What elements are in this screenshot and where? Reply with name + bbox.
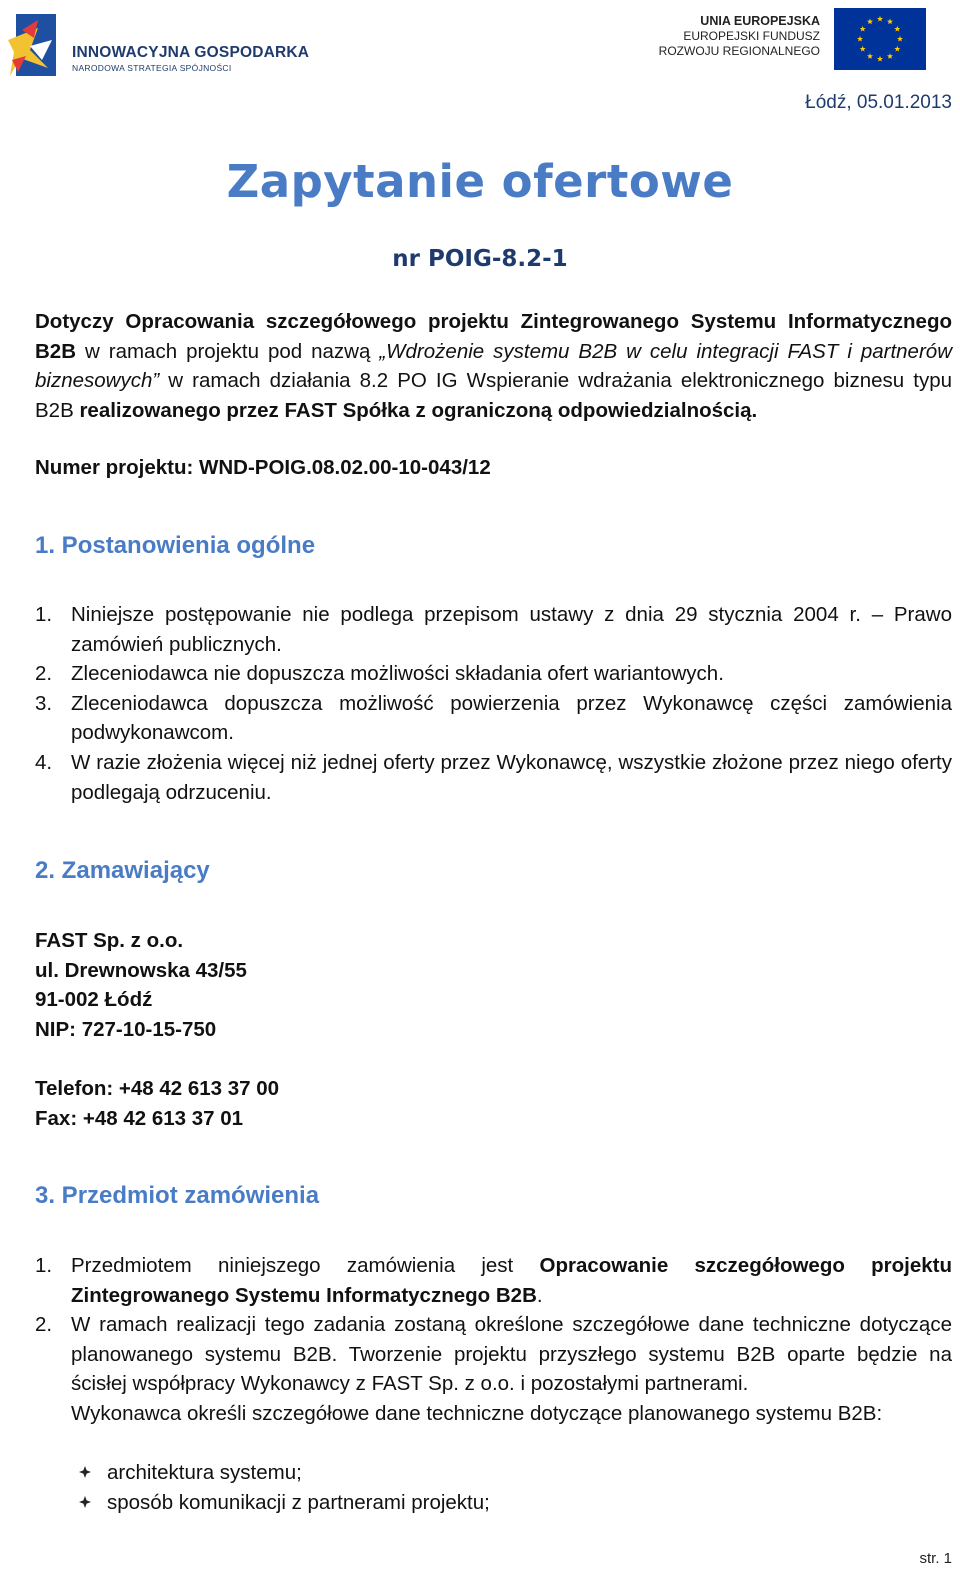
document-number: nr POIG-8.2-1 [392,246,568,272]
company-city: 91-002 Łódź [35,988,153,1012]
intro-project-name: „Wdrożenie systemu B2B w celu integracji FAST i partnerów biznesowych” [35,339,952,393]
left-logo-subtitle: NARODOWA STRATEGIA SPÓJNOŚCI [72,63,232,73]
eu-logo-text [659,14,820,59]
list-item: architektura systemu; [35,1458,952,1488]
subject-of-order-list [35,1251,952,1429]
eu-logo [656,8,926,70]
left-logo-name: INNOWACYJNA GOSPODARKA [72,44,310,61]
technical-data-intro: Wykonawca określi szczegółowe dane techniczne dotyczące planowanego systemu B2B: [71,1401,883,1425]
section-heading-general-provisions: 1. Postanowienia ogólne [35,532,316,559]
list-item: 1. Niniejsze postępowanie nie podlega przepisom ustawy z dnia 29 stycznia 2004 r. – Prawo zamówień publicznych. [35,603,952,656]
intro-text-2: w ramach działania 8.2 PO IG Wspieranie wdrażania elektronicznego biznesu typu B2B [35,369,952,422]
page-number: str. 1 [919,1550,952,1567]
list-item: 3. Zleceniodawca dopuszcza możliwość powierzenia przez Wykonawcę części zamówienia podwykonawcom. [35,691,952,745]
list-item: sposób komunikacji z partnerami projektu; [35,1488,952,1518]
innovation-star-logo-icon [8,10,60,80]
project-number: Numer projektu: WND-POIG.08.02.00-10-043/12 [35,456,491,479]
ordering-party-address [35,926,952,1044]
section-heading-subject-of-order: 3. Przedmiot zamówienia [35,1182,320,1209]
eu-logo-line1: UNIA EUROPEJSKA [700,14,820,28]
section-heading-ordering-party: 2. Zamawiający [35,857,210,884]
eu-logo-line3: ROZWOJU REGIONALNEGO [658,44,820,58]
intro-realizer: realizowanego przez FAST Spółka z ograniczoną odpowiedzialnością. [79,398,758,422]
diamond-bullet-icon [79,1496,91,1508]
order-subject: Opracowanie szczegółowego projektu Zintegrowanego Systemu Informatycznego B2B [71,1254,952,1307]
document-title: Zapytanie ofertowe [226,155,734,208]
company-name: FAST Sp. z o.o. [35,929,184,952]
document-date: Łódź, 05.01.2013 [805,92,952,113]
list-item: 2. Zleceniodawca nie dopuszcza możliwości składania ofert wariantowych. [35,662,724,686]
list-item: 1. Przedmiotem niniejszego zamówienia jest Opracowanie szczegółowego projektu Zintegrowanego Systemu Informatycznego B2B. [35,1254,952,1307]
innowacyjna-gospodarka-logo [8,10,318,80]
company-nip: NIP: 727-10-15-750 [35,1017,217,1041]
intro-text-1: w ramach projektu pod nazwą [76,339,380,363]
general-provisions-list [35,600,952,807]
diamond-bullet-icon [79,1466,91,1478]
intro-paragraph [35,307,952,425]
ordering-party-contact [35,1074,952,1133]
company-fax: Fax: +48 42 613 37 01 [35,1106,244,1130]
eu-logo-line2: EUROPEJSKI FUNDUSZ [683,29,820,43]
list-item: 4. W razie złożenia więcej niż jednej oferty przez Wykonawcę, wszystkie złożone przez niego oferty podlegają odrzuceniu. [35,750,952,804]
technical-data-bullets [35,1458,952,1517]
company-street: ul. Drewnowska 43/55 [35,958,247,982]
list-item: 2. W ramach realizacji tego zadania zostaną określone szczegółowe dane techniczne dotyczące planowanego systemu B2B. Tworzenie projektu przyszłego systemu B2B oparte będzie na ścisłej współpracy Wykonawcy z FAST Sp. z o.o. i pozostałymi partnerami. Wykonawca określi szczegółowe dane techniczne dotyczące planowanego systemu B2B: [35,1310,952,1428]
company-phone: Telefon: +48 42 613 37 00 [35,1077,280,1100]
eu-flag-icon [834,8,926,70]
intro-subject: Dotyczy Opracowania szczegółowego projektu Zintegrowanego Systemu Informatycznego B2B [35,310,952,363]
